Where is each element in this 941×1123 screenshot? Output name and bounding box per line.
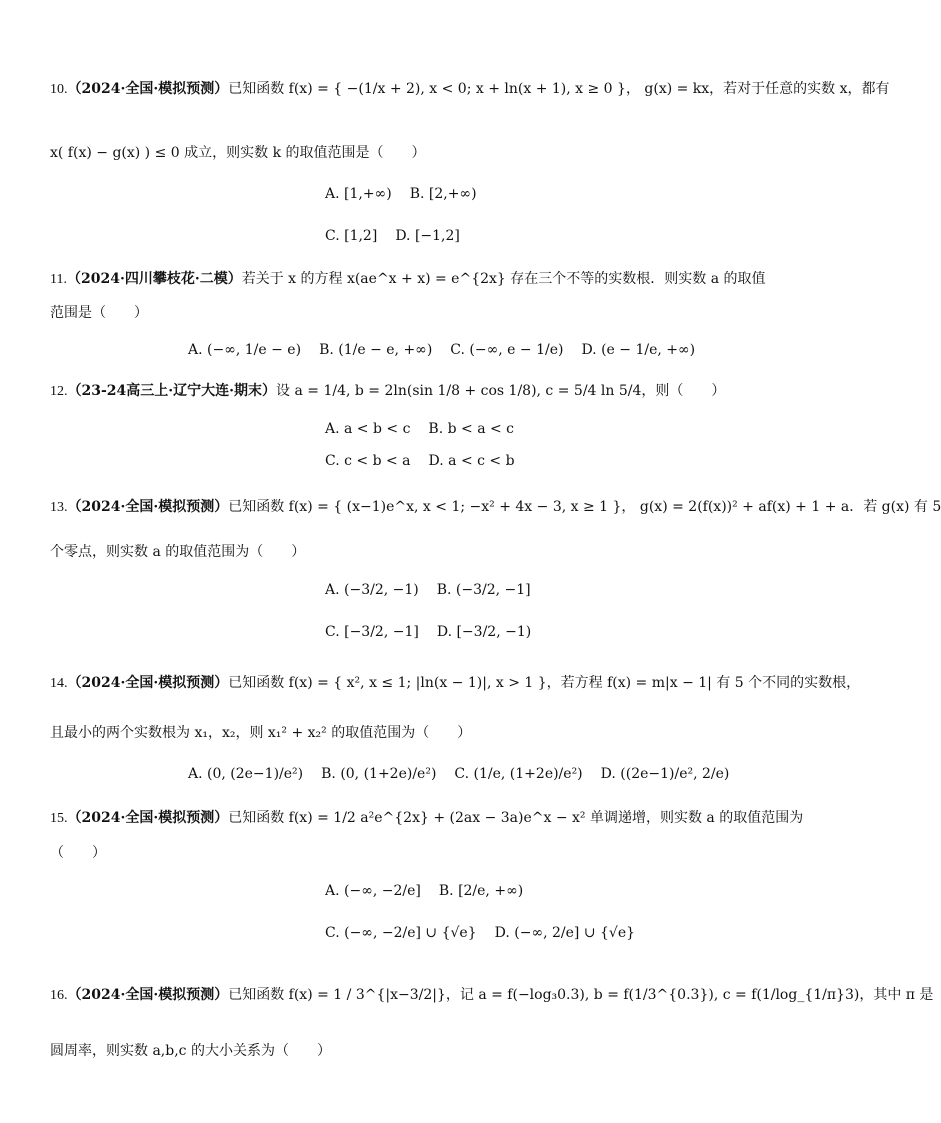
option-a[interactable]: A. a < b < c (325, 421, 411, 437)
question-number: 14. (50, 676, 68, 691)
question-number: 12. (50, 384, 68, 399)
question-10-options-row1 (325, 186, 477, 202)
option-d[interactable]: D. [−1,2] (395, 228, 460, 244)
question-16-head (50, 987, 934, 1003)
option-d[interactable]: D. (e − 1/e, +∞) (581, 342, 696, 358)
question-15-options-row2 (325, 925, 635, 941)
question-number: 10. (50, 82, 68, 97)
question-text: 若关于 x 的方程 x(ae^x + x) = e^{2x} 存在三个不等的实数根．则实数 a 的取值 (241, 271, 766, 287)
question-13-options-row2 (325, 624, 531, 640)
question-12-options-row1 (325, 421, 514, 437)
option-a[interactable]: A. [1,+∞) (325, 186, 392, 202)
option-b[interactable]: B. [2,+∞) (409, 186, 477, 202)
question-11-options (188, 342, 695, 358)
option-a[interactable]: A. (−∞, 1/e − e) (188, 342, 302, 358)
question-14-head (50, 675, 861, 691)
option-c[interactable]: C. [−3/2, −1] (325, 624, 419, 640)
question-text: 设 a = 1/4, b = 2ln(sin 1/8 + cos 1/8), c = 5/4 ln 5/4，则（ ） (276, 383, 726, 399)
question-number: 15. (50, 811, 68, 826)
question-12-options-row2 (325, 453, 515, 469)
question-10-line2: x( f(x) − g(x) ) ≤ 0 成立，则实数 k 的取值范围是（ ） (50, 145, 426, 161)
option-a[interactable]: A. (−∞, −2/e] (325, 883, 421, 899)
question-10-head (50, 81, 890, 97)
question-text: 已知函数 f(x) = { (x−1)e^x, x < 1; −x² + 4x − 3, x ≥ 1 }， g(x) = 2(f(x))² + af(x) + 1 + a．若 g(x) 有 5 (228, 499, 941, 515)
option-d[interactable]: D. ((2e−1)/e², 2/e) (600, 766, 730, 782)
option-b[interactable]: B. (1/e − e, +∞) (319, 342, 433, 358)
option-c[interactable]: C. c < b < a (325, 453, 411, 469)
question-16-line2: 圆周率，则实数 a,b,c 的大小关系为（ ） (50, 1043, 331, 1059)
option-b[interactable]: B. b < a < c (428, 421, 515, 437)
question-13-head (50, 499, 941, 515)
question-source: （2024·全国·模拟预测） (67, 987, 229, 1003)
question-source: （2024·全国·模拟预测） (67, 675, 229, 691)
question-source: （23-24高三上·辽宁大连·期末） (67, 383, 277, 399)
option-d[interactable]: D. (−∞, 2/e] ∪ {√e} (494, 925, 636, 941)
question-15-line2: （ ） (50, 845, 106, 861)
question-source: （2024·全国·模拟预测） (67, 81, 229, 97)
question-text: 已知函数 f(x) = 1 / 3^{|x−3/2|}，记 a = f(−log₃0.3), b = f(1/3^{0.3}), c = f(1/log_{1/π}3)，其中 π 是 (228, 987, 934, 1003)
question-11-line2: 范围是（ ） (50, 305, 148, 321)
option-b[interactable]: B. (−3/2, −1] (436, 582, 531, 598)
option-d[interactable]: D. [−3/2, −1) (436, 624, 532, 640)
question-text: 已知函数 f(x) = 1/2 a²e^{2x} + (2ax − 3a)e^x − x² 单调递增，则实数 a 的取值范围为 (228, 810, 804, 826)
question-14-options (188, 766, 729, 782)
option-b[interactable]: B. (0, (1+2e)/e²) (321, 766, 437, 782)
question-14-line2: 且最小的两个实数根为 x₁，x₂，则 x₁² + x₂² 的取值范围为（ ） (50, 725, 472, 741)
question-15-options-row1 (325, 883, 523, 899)
question-13-line2: 个零点，则实数 a 的取值范围为（ ） (50, 544, 306, 560)
question-text: 已知函数 f(x) = { −(1/x + 2), x < 0; x + ln(x + 1), x ≥ 0 }， g(x) = kx，若对于任意的实数 x，都有 (228, 81, 890, 97)
question-10-options-row2 (325, 228, 460, 244)
question-number: 11. (50, 272, 67, 287)
question-source: （2024·全国·模拟预测） (67, 499, 229, 515)
question-number: 13. (50, 500, 68, 515)
question-13-options-row1 (325, 582, 531, 598)
option-b[interactable]: B. [2/e, +∞) (438, 883, 524, 899)
option-c[interactable]: C. (−∞, −2/e] ∪ {√e} (325, 925, 477, 941)
question-11-head (50, 271, 766, 287)
question-15-head (50, 810, 804, 826)
option-c[interactable]: C. (−∞, e − 1/e) (450, 342, 564, 358)
option-a[interactable]: A. (0, (2e−1)/e²) (188, 766, 304, 782)
option-c[interactable]: C. (1/e, (1+2e)/e²) (454, 766, 583, 782)
option-c[interactable]: C. [1,2] (325, 228, 378, 244)
question-number: 16. (50, 988, 68, 1003)
option-d[interactable]: D. a < c < b (428, 453, 515, 469)
option-a[interactable]: A. (−3/2, −1) (325, 582, 419, 598)
question-source: （2024·全国·模拟预测） (67, 810, 229, 826)
question-source: （2024·四川攀枝花·二模） (66, 271, 242, 287)
question-text: 已知函数 f(x) = { x², x ≤ 1; |ln(x − 1)|, x > 1 }，若方程 f(x) = m|x − 1| 有 5 个不同的实数根， (228, 675, 861, 691)
question-12-head (50, 384, 754, 399)
